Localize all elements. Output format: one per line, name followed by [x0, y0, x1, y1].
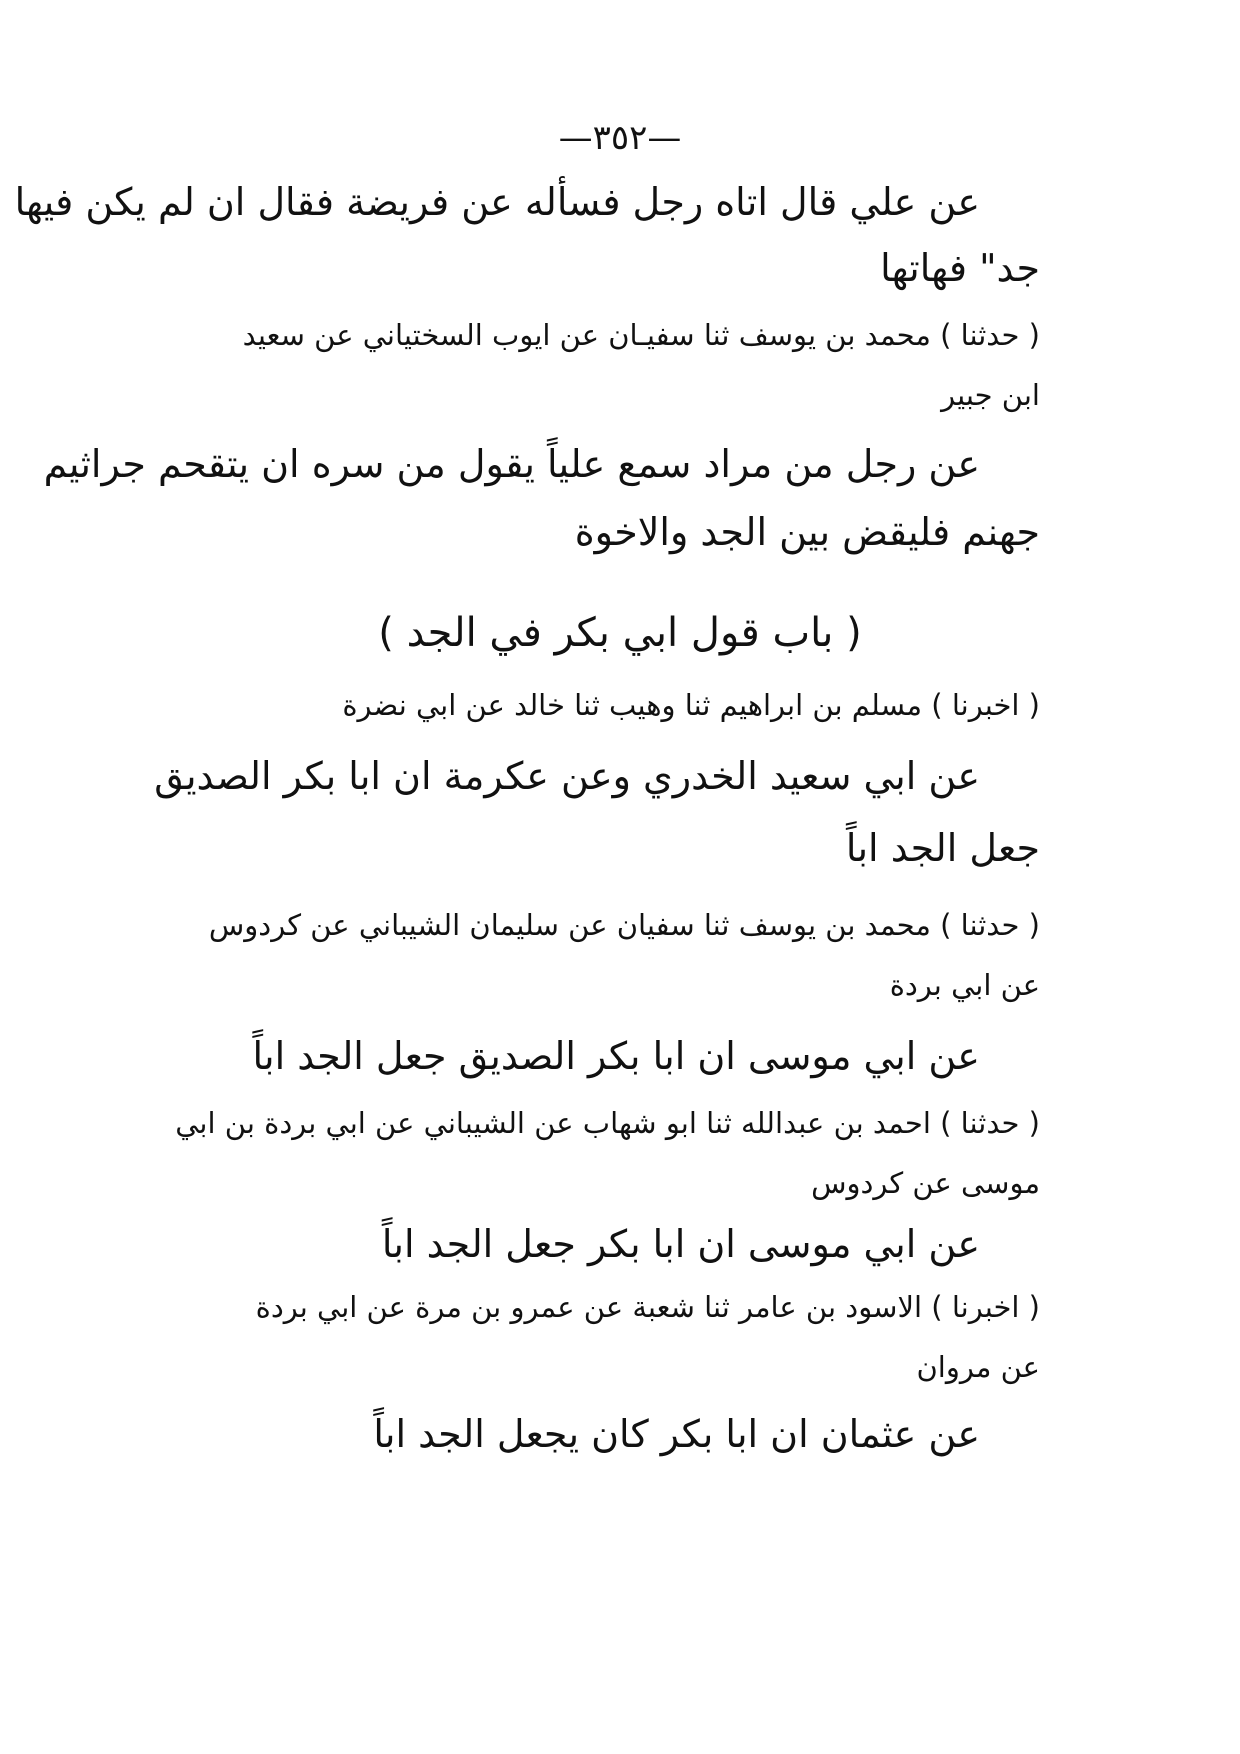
text-line-2: جد" فهاتها: [880, 246, 1040, 290]
isnad-line-12: عن ابي بردة: [889, 968, 1040, 1002]
text-line-5: عن رجل من مراد سمع علياً يقول من سره ان يتقحم جراثيم: [43, 442, 980, 486]
text-line-19: عن عثمان ان ابا بكر كان يجعل الجد اباً: [373, 1412, 980, 1456]
isnad-line-15: موسى عن كردوس: [811, 1166, 1040, 1200]
text-line-6: جهنم فليقض بين الجد والاخوة: [574, 510, 1040, 554]
page-number: —٣٥٢—: [558, 118, 682, 158]
isnad-line-4: ابن جبير: [941, 378, 1040, 412]
text-line-10: جعل الجد اباً: [845, 826, 1040, 870]
isnad-line-11: ( حدثنا ) محمد بن يوسف ثنا سفيان عن سليمان الشيباني عن كردوس: [208, 908, 1040, 942]
isnad-line-18: عن مروان: [916, 1350, 1040, 1384]
section-heading: ( باب قول ابي بكر في الجد ): [378, 610, 862, 656]
isnad-line-3: ( حدثنا ) محمد بن يوسف ثنا سفيـان عن ايوب السختياني عن سعيد: [242, 318, 1040, 352]
isnad-line-17: ( اخبرنا ) الاسود بن عامر ثنا شعبة عن عمرو بن مرة عن ابي بردة: [255, 1290, 1040, 1324]
text-line-13: عن ابي موسى ان ابا بكر الصديق جعل الجد اباً: [252, 1034, 980, 1078]
text-line-16: عن ابي موسى ان ابا بكر جعل الجد اباً: [381, 1222, 980, 1266]
text-line-9: عن ابي سعيد الخدري وعن عكرمة ان ابا بكر الصديق: [154, 754, 980, 798]
isnad-line-8: ( اخبرنا ) مسلم بن ابراهيم ثنا وهيب ثنا خالد عن ابي نضرة: [342, 688, 1040, 722]
isnad-line-14: ( حدثنا ) احمد بن عبدالله ثنا ابو شهاب عن الشيباني عن ابي بردة بن ابي: [175, 1106, 1040, 1140]
text-line-1: عن علي قال اتاه رجل فسأله عن فريضة فقال ان لم يكن فيها: [14, 180, 980, 224]
